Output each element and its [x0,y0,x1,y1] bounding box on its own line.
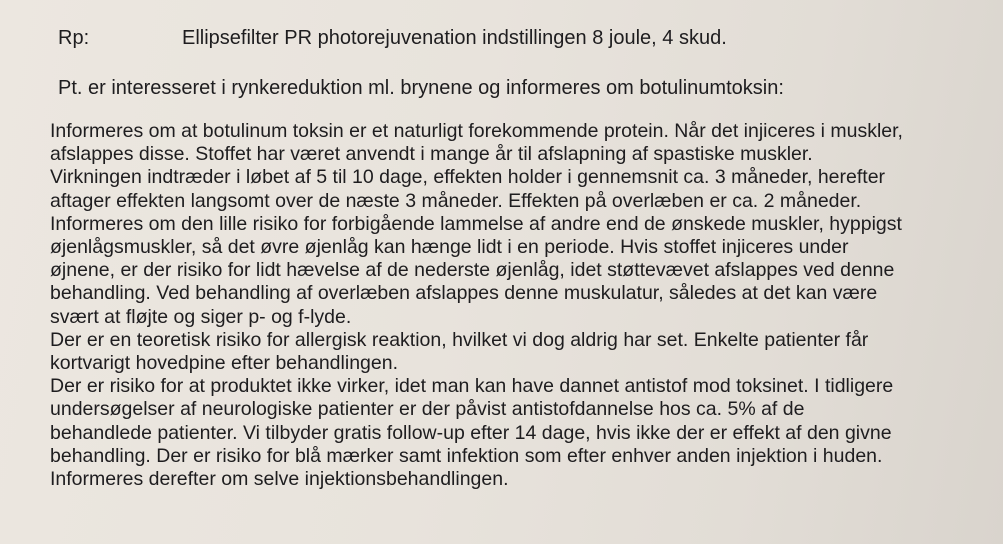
prescription-text: Ellipsefilter PR photorejuvenation indstillingen 8 joule, 4 skud. [182,27,727,49]
information-paragraph [50,120,998,491]
intro-paragraph: Pt. er interesseret i rynkereduktion ml. brynene og informeres om botulinumtoksin: [58,77,784,99]
text-line: Informeres om den lille risiko for forbigående lammelse af andre end de ønskede muskler, hyppigst [50,212,902,235]
text-line: behandling. Ved behandling af overlæben afslappes denne muskulatur, således at det kan være [50,282,878,305]
text-line: øjnene, er der risiko for lidt hævelse af de nederste øjenlåg, idet støttevævet afslappes ved denne [50,259,895,282]
text-line: aftager effekten langsomt over de næste 3 måneder. Effekten på overlæben er ca. 2 måneder. [50,189,862,212]
text-line: Virkningen indtræder i løbet af 5 til 10 dage, effekten holder i gennemsnit ca. 3 måneder, herefter [50,166,886,189]
text-line: afslappes disse. Stoffet har været anvendt i mange år til afslapning af spastiske muskler. [50,143,813,166]
text-line: kortvarigt hovedpine efter behandlingen. [50,352,398,375]
text-line: Der er en teoretisk risiko for allergisk reaktion, hvilket vi dog aldrig har set. Enkelte patienter får [50,328,869,351]
text-line: svært at fløjte og siger p- og f-lyde. [50,305,352,328]
text-line: Der er risiko for at produktet ikke virker, idet man kan have dannet antistof mod toksinet. I tidligere [50,375,894,398]
text-line: Informeres derefter om selve injektionsbehandlingen. [50,468,509,491]
text-line: behandlede patienter. Vi tilbyder gratis follow-up efter 14 dage, hvis ikke der er effekt af den givne [50,421,892,444]
text-line: undersøgelser af neurologiske patienter er der påvist antistofdannelse hos ca. 5% af de [50,398,805,421]
text-line: øjenlågsmuskler, så det øvre øjenlåg kan hænge lidt i en periode. Hvis stoffet injiceres under [50,236,849,259]
prescription-label: Rp: [58,27,90,49]
prescription-line [58,25,727,51]
text-line: Informeres om at botulinum toksin er et naturligt forekommende protein. Når det injiceres i muskler, [50,120,903,142]
text-line: behandling. Der er risiko for blå mærker samt infektion som efter enhver anden injektion i huden. [50,444,883,467]
